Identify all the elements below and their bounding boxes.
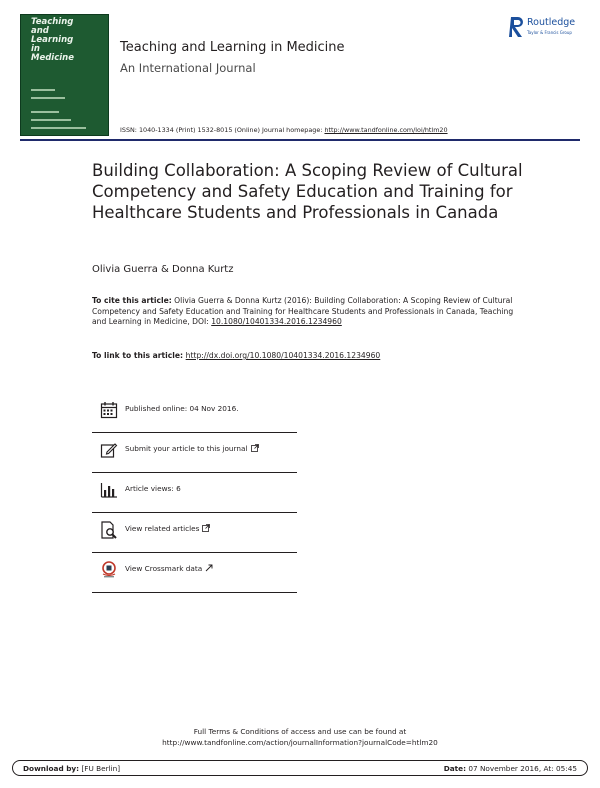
journal-cover-image <box>20 14 109 136</box>
terms-note <box>0 727 600 748</box>
citation-block <box>92 296 522 328</box>
routledge-r-icon <box>509 16 525 38</box>
crossmark-icon <box>100 561 118 579</box>
cover-line <box>31 97 65 99</box>
cover-line <box>31 111 59 113</box>
download-date-label: Date: <box>443 764 467 773</box>
download-date-value: 07 November 2016, At: 05:45 <box>466 764 577 773</box>
download-info-bar <box>12 760 588 776</box>
meta-item-published <box>92 393 297 433</box>
publisher-name: Routledge <box>527 17 576 28</box>
crossmark-link[interactable] <box>125 564 213 573</box>
article-authors: Olivia Guerra & Donna Kurtz <box>92 264 234 275</box>
citation-text: Olivia Guerra & Donna Kurtz (2016): Building Collaboration: A Scoping Review of Cultural Competency and Safety Education and Training for Healthcare Students and Professionals in Canada, Teaching and Learning in Medicine, DOI: <box>92 296 514 327</box>
related-articles-link[interactable] <box>125 524 210 533</box>
article-meta-list <box>92 393 297 593</box>
published-date: Published online: 04 Nov 2016. <box>125 404 239 413</box>
publisher-tagline: Taylor & Francis Group <box>527 30 572 35</box>
cover-line <box>31 89 55 91</box>
meta-item-submit[interactable] <box>92 433 297 473</box>
edit-icon <box>100 441 118 459</box>
related-articles-label: View related articles <box>125 524 200 533</box>
cover-line <box>31 127 86 129</box>
article-views: Article views: 6 <box>125 484 181 493</box>
bar-chart-icon <box>100 481 118 499</box>
crossmark-external-icon <box>205 564 213 572</box>
header-divider <box>20 139 580 141</box>
article-doi-link[interactable]: http://dx.doi.org/10.1080/10401334.2016.1234960 <box>185 351 381 360</box>
issn-text: ISSN: 1040-1334 (Print) 1532-8015 (Online) Journal homepage: <box>120 126 325 134</box>
external-link-icon <box>202 524 210 532</box>
terms-url-link[interactable]: http://www.tandfonline.com/action/journalInformation?journalCode=htlm20 <box>162 737 438 747</box>
meta-item-views <box>92 473 297 513</box>
external-link-icon <box>251 444 259 452</box>
publisher-logo <box>509 16 589 44</box>
submit-article-label: Submit your article to this journal <box>125 444 248 453</box>
submit-article-link[interactable] <box>125 444 259 453</box>
article-title: Building Collaboration: A Scoping Review of Cultural Competency and Safety Education and Training for Healthcare Students and Professionals in Canada <box>92 161 523 222</box>
crossmark-label: View Crossmark data <box>125 564 203 573</box>
downloaded-by-label: Download by: <box>23 764 80 773</box>
document-search-icon <box>100 521 118 539</box>
citation-doi-link[interactable]: 10.1080/10401334.2016.1234960 <box>211 317 342 327</box>
journal-title: Teaching and Learning in Medicine <box>120 40 345 55</box>
journal-subtitle: An International Journal <box>120 61 256 75</box>
downloaded-by <box>23 764 120 773</box>
terms-line: Full Terms & Conditions of access and use can be found at <box>193 727 407 736</box>
journal-homepage-link[interactable]: http://www.tandfonline.com/loi/htlm20 <box>324 126 448 134</box>
citation-label: To cite this article: <box>92 296 172 305</box>
download-date <box>444 764 577 773</box>
cover-line <box>31 119 71 121</box>
link-label: To link to this article: <box>92 351 186 360</box>
cover-title: Teaching and Learning in Medicine <box>31 17 74 63</box>
calendar-icon <box>100 401 118 419</box>
article-link-line <box>92 351 380 360</box>
issn-line <box>120 126 448 134</box>
meta-item-crossmark[interactable] <box>92 553 297 593</box>
meta-item-related[interactable] <box>92 513 297 553</box>
downloaded-by-value: [FU Berlin] <box>79 764 121 773</box>
